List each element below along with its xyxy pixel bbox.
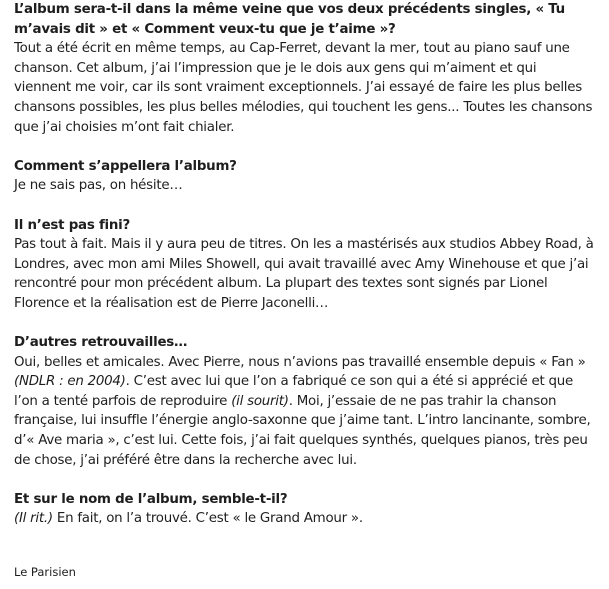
interview-question: Et sur le nom de l’album, semble-t-il? [14, 491, 288, 507]
answer-text: . C’est avec lui que l’on a fabriqué ce son qui a été si apprécié et que l’on a tenté parfois de reproduire [14, 374, 573, 409]
answer-text: Oui, belles et amicales. Avec Pierre, nous n’avions pas travaillé ensemble depuis « Fan » [14, 354, 586, 370]
qa-block-2 [14, 157, 596, 196]
answer-text: Je ne sais pas, on hésite… [14, 178, 183, 194]
answer-text: . Moi, j’essaie de ne pas trahir la chanson française, lui insuffle l’énergie anglo-saxonne que j’aime tant. L’intro lancinante, sombre, d’« Ave maria », c’est lui. Cette fois, j’ai fait quelques synthés, quelques pianos, très peu de chose, j’ai préféré être dans la recherche avec lui. [14, 393, 591, 468]
qa-block-5 [14, 490, 596, 529]
stage-direction: (il sourit) [231, 393, 289, 409]
qa-block-4 [14, 333, 596, 470]
interview-answer [14, 353, 596, 471]
article-body [14, 0, 596, 549]
editor-note: (NDLR : en 2004) [14, 374, 126, 390]
interview-question: L’album sera-t-il dans la même veine que vos deux précédents singles, « Tu m’avais dit » et « Comment veux-tu que je t’aime »? [14, 2, 565, 37]
article-source: Le Parisien [14, 565, 76, 579]
qa-block-1 [14, 0, 596, 137]
interview-answer [14, 509, 596, 529]
stage-direction: (Il rit.) [14, 511, 53, 527]
interview-answer [14, 235, 596, 313]
interview-question: Comment s’appellera l’album? [14, 158, 237, 174]
interview-question: D’autres retrouvailles… [14, 335, 188, 351]
interview-answer [14, 176, 596, 196]
interview-answer [14, 39, 596, 137]
qa-block-3 [14, 216, 596, 314]
interview-question: Il n’est pas fini? [14, 217, 131, 233]
answer-text: Pas tout à fait. Mais il y aura peu de titres. On les a mastérisés aux studios Abbey Road, à Londres, avec mon ami Miles Showell, qui avait travaillé avec Amy Winehouse et que j’ai rencontré pour mon précédent album. La plupart des textes sont signés par Lionel Florence et la réalisation est de Pierre Jaconelli… [14, 237, 594, 311]
answer-text: En fait, on l’a trouvé. C’est « le Grand Amour ». [52, 511, 363, 527]
answer-text: Tout a été écrit en même temps, au Cap-Ferret, devant la mer, tout au piano sauf une chanson. Cet album, j’ai l’impression que je le dois aux gens qui m’aiment et qui viennent me voir, car ils sont vraiment exceptionnels. J’ai essayé de faire les plus belles chansons possibles, les plus belles mélodies, qui touchent les gens... Toutes les chansons que j’ai choisies m’ont fait chialer. [14, 41, 593, 135]
